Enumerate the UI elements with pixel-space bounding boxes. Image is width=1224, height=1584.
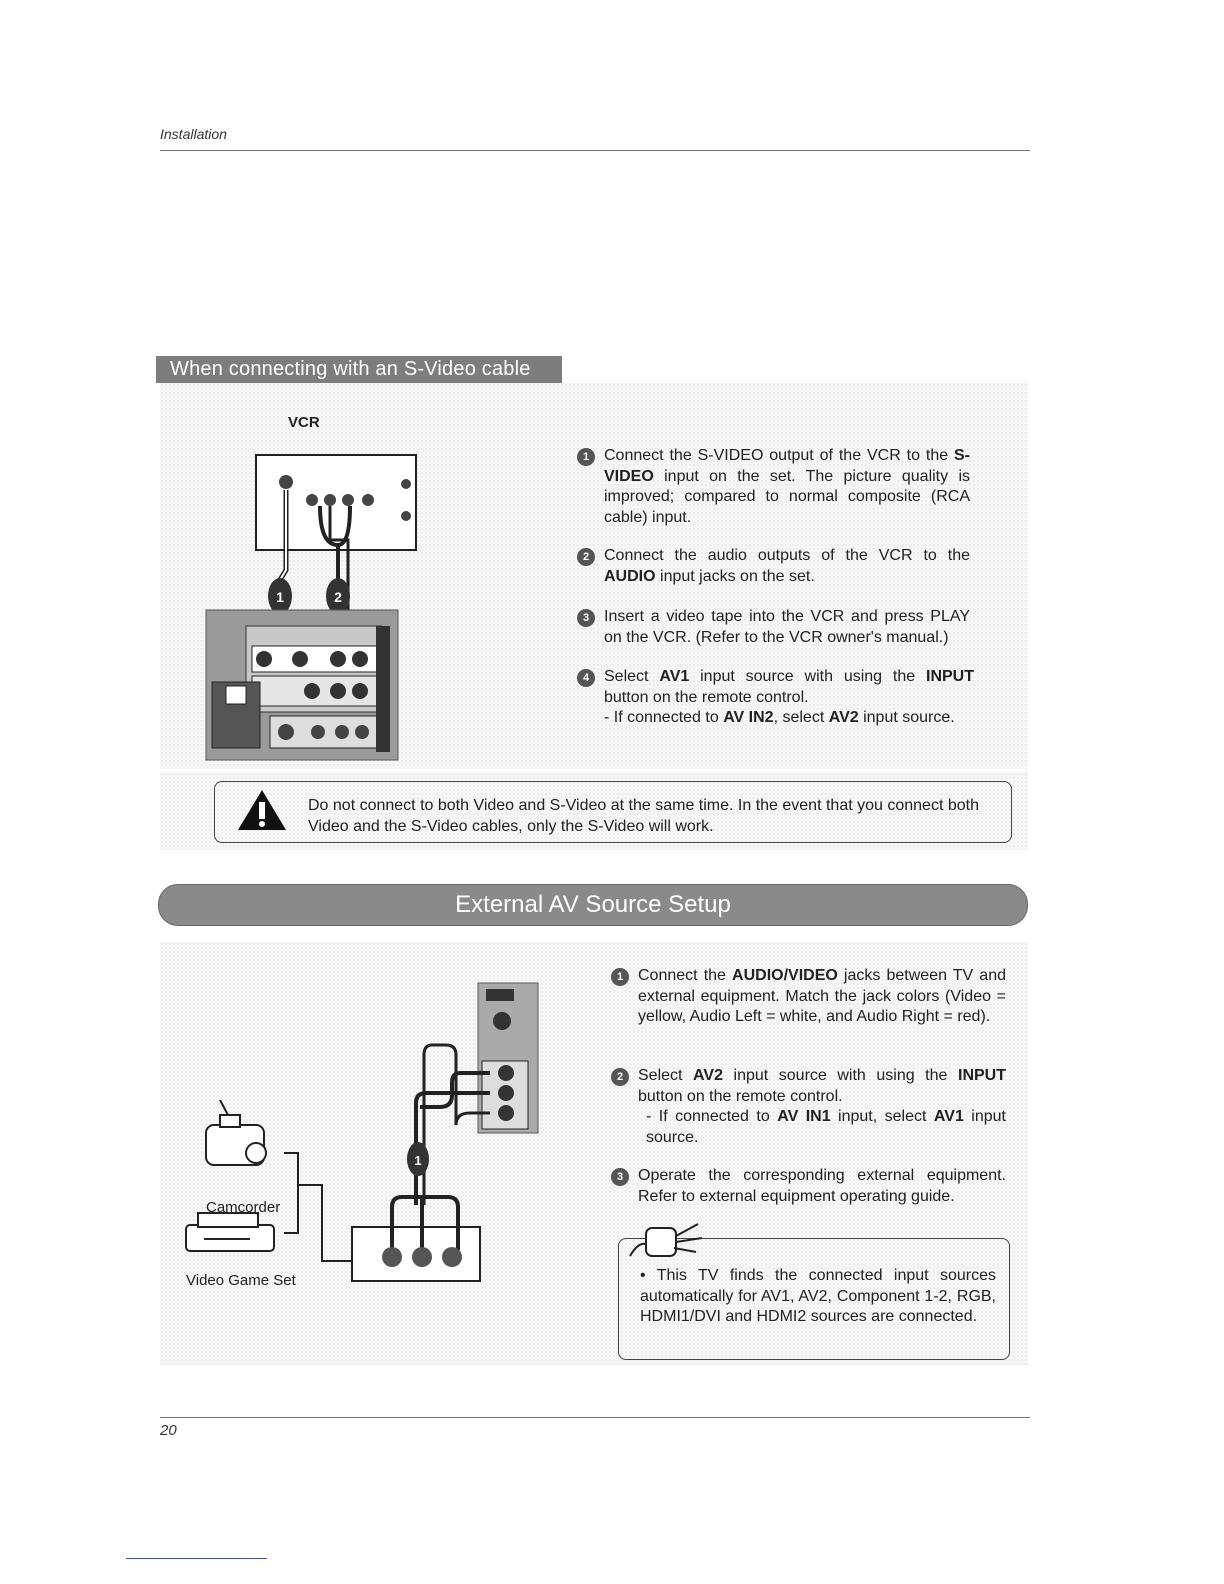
header-divider xyxy=(160,150,1030,151)
section2-title: External AV Source Setup xyxy=(158,884,1028,926)
section2-step-1: 1 Connect the AUDIO/VIDEO jacks between TV and external equipment. Match the jack colors (Video = yellow, Audio Left = white, and Audio Right = red). xyxy=(638,966,1006,1028)
page-number: 20 xyxy=(160,1422,177,1439)
svg-text:1: 1 xyxy=(276,589,284,605)
tip-text: • This TV finds the connected input sources automatically for AV1, AV2, Component 1-2, RGB, HDMI1/DVI and HDMI2 sources are connected. xyxy=(640,1267,996,1325)
section1-step-3: 3 Insert a video tape into the VCR and press PLAY on the VCR. (Refer to the VCR owner's manual.) xyxy=(604,607,970,648)
svg-text:1: 1 xyxy=(414,1153,422,1168)
video-game-label: Video Game Set xyxy=(186,1272,296,1289)
vcr-label: VCR xyxy=(288,414,320,431)
section1-title: When connecting with an S-Video cable xyxy=(156,356,562,383)
section1-step-2: 2 Connect the audio outputs of the VCR to the AUDIO input jacks on the set. xyxy=(604,546,970,587)
vcr-rear-panel xyxy=(256,455,416,550)
section2-step-3: 3 Operate the corresponding external equipment. Refer to external equipment operating guide. xyxy=(638,1166,1006,1207)
camcorder-icon xyxy=(206,1100,266,1165)
warning-icon xyxy=(236,788,288,832)
vcr-svideo-jack xyxy=(279,475,293,489)
warning-text: Do not connect to both Video and S-Video at the same time. In the event that you connect both Video and the S-Video cables, only the S-Video will work. xyxy=(308,797,979,835)
section1-step-4: 4 Select AV1 input source with using the INPUT button on the remote control. - If connected to AV IN2, select AV2 input source. xyxy=(604,667,974,729)
footer-divider xyxy=(160,1417,1030,1418)
game-console-icon xyxy=(186,1213,274,1251)
section-label: Installation xyxy=(160,126,227,142)
svg-text:2: 2 xyxy=(334,589,342,605)
section2-step-2: 2 Select AV2 input source with using the INPUT button on the remote control. - If connected to AV IN1 input, select AV1 input source. xyxy=(638,1066,1006,1148)
camcorder-label: Camcorder xyxy=(206,1199,281,1216)
pointing-hand-icon xyxy=(624,1216,708,1260)
external-av-diagram xyxy=(180,975,550,1295)
vcr-connection-diagram xyxy=(200,450,420,765)
section1-step-1: 1 Connect the S-VIDEO output of the VCR to the S-VIDEO input on the set. The picture quality is improved; compared to normal composite (RCA cable) input. xyxy=(604,446,970,528)
footnote-line xyxy=(126,1558,267,1559)
